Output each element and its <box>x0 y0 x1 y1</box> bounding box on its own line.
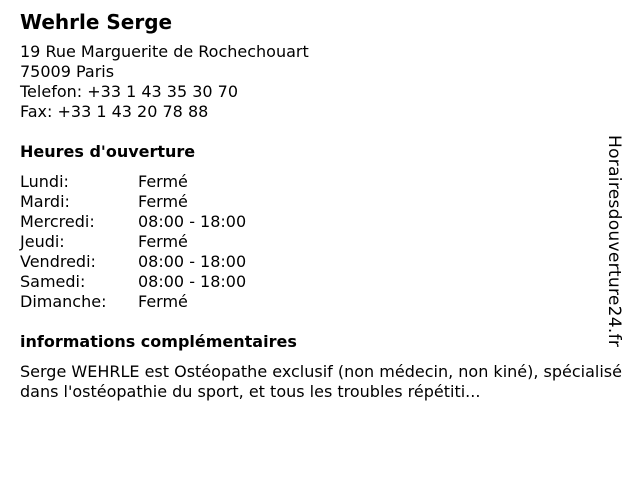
hours-row-saturday <box>20 272 632 292</box>
address-street: 19 Rue Marguerite de Rochechouart <box>20 42 309 61</box>
day-label: Mardi: <box>20 192 70 211</box>
additional-info-heading: informations complémentaires <box>20 332 297 351</box>
day-label: Vendredi: <box>20 252 96 271</box>
opening-hours-heading: Heures d'ouverture <box>20 142 196 161</box>
hours-value: Fermé <box>138 292 188 311</box>
fax-number: Fax: +33 1 43 20 78 88 <box>20 102 209 121</box>
site-watermark: Horairesdouverture24.fr <box>604 135 624 348</box>
hours-value: Fermé <box>138 172 188 191</box>
hours-row-sunday <box>20 292 632 312</box>
opening-hours-table <box>20 172 632 312</box>
address-city: 75009 Paris <box>20 62 115 81</box>
day-label: Mercredi: <box>20 212 95 231</box>
hours-value: 08:00 - 18:00 <box>138 212 247 231</box>
day-label: Samedi: <box>20 272 86 291</box>
business-name: Wehrle Serge <box>20 10 173 34</box>
hours-row-friday <box>20 252 632 272</box>
hours-value: 08:00 - 18:00 <box>138 252 247 271</box>
hours-row-tuesday <box>20 192 632 212</box>
hours-value: Fermé <box>138 192 188 211</box>
hours-value: 08:00 - 18:00 <box>138 272 247 291</box>
day-label: Jeudi: <box>20 232 65 251</box>
hours-value: Fermé <box>138 232 188 251</box>
day-label: Lundi: <box>20 172 69 191</box>
hours-row-monday <box>20 172 632 192</box>
day-label: Dimanche: <box>20 292 107 311</box>
additional-info-text: Serge WEHRLE est Ostéopathe exclusif (non médecin, non kiné), spécialisé dans l'ostéopathie du sport, et tous les troubles répétiti... <box>20 362 622 401</box>
business-card <box>20 10 632 402</box>
address-block <box>20 42 632 122</box>
phone-number[interactable]: Telefon: +33 1 43 35 30 70 <box>20 82 239 101</box>
hours-row-wednesday <box>20 212 632 232</box>
hours-row-thursday <box>20 232 632 252</box>
